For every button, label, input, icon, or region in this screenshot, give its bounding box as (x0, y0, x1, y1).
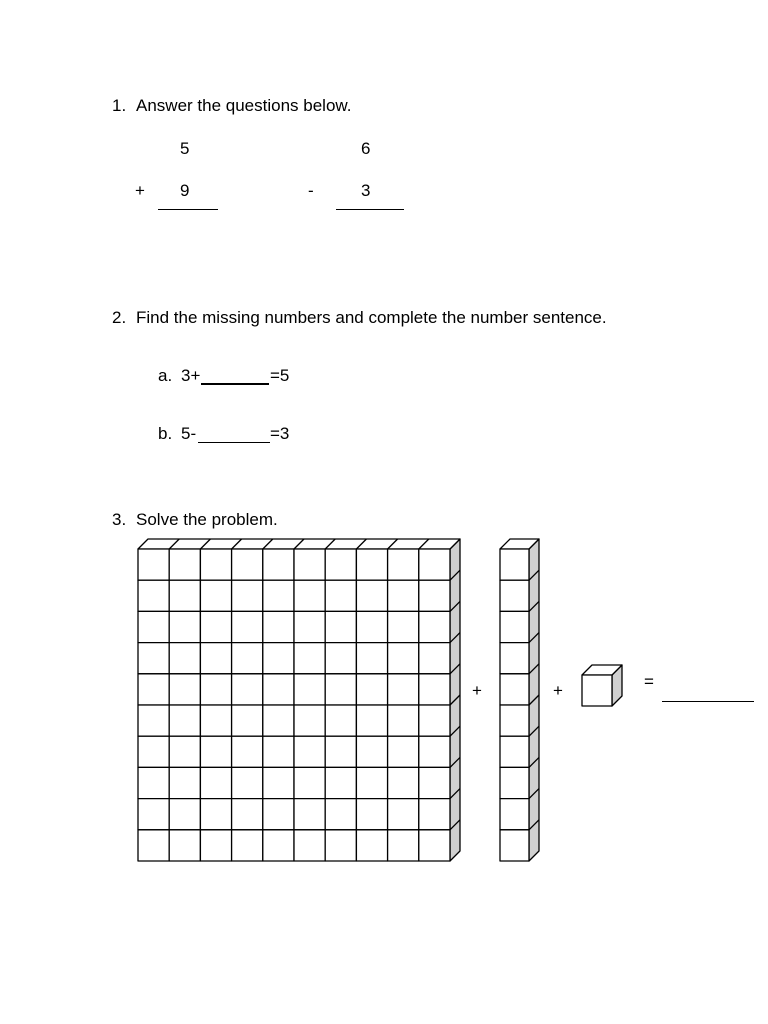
q1a-operator: + (135, 181, 145, 200)
flat-cube (325, 580, 356, 611)
q1a-bottom-number: 9 (180, 181, 190, 200)
q2-number: 2. (112, 308, 127, 327)
one-unit-cube (582, 665, 622, 706)
flat-cube (263, 674, 294, 705)
flat-cube (325, 549, 356, 580)
flat-cube (356, 830, 387, 861)
flat-cube (325, 705, 356, 736)
q1b-operator: - (308, 181, 314, 200)
flat-cube (388, 705, 419, 736)
flat-cube (388, 799, 419, 830)
flat-cube (419, 580, 450, 611)
flat-cube (232, 799, 263, 830)
flat-cube (138, 767, 169, 798)
flat-cube (138, 705, 169, 736)
flat-cube (263, 767, 294, 798)
flat-cube (294, 580, 325, 611)
rod-cube (500, 830, 529, 861)
flat-cube (419, 674, 450, 705)
flat-cube (200, 674, 231, 705)
flat-cube (325, 611, 356, 642)
flat-cube (419, 705, 450, 736)
q1a-top-number: 5 (180, 139, 190, 158)
flat-cube (294, 799, 325, 830)
q2a-label: a. (158, 366, 173, 385)
flat-cube (232, 674, 263, 705)
flat-cube (419, 799, 450, 830)
flat-cube (325, 830, 356, 861)
flat-cube (169, 767, 200, 798)
flat-cube (388, 767, 419, 798)
flat-cube (388, 580, 419, 611)
flat-cube (138, 799, 169, 830)
flat-cube (169, 611, 200, 642)
rod-cube (500, 580, 529, 611)
flat-cube (169, 705, 200, 736)
flat-cube (138, 736, 169, 767)
rod-cube (500, 674, 529, 705)
rod-cube (500, 736, 529, 767)
q1b-top-number: 6 (361, 139, 371, 158)
flat-cube (294, 736, 325, 767)
flat-cube (200, 799, 231, 830)
flat-cube (325, 799, 356, 830)
flat-cube (200, 643, 231, 674)
flat-cube (232, 830, 263, 861)
flat-cube (325, 643, 356, 674)
flat-cube (356, 549, 387, 580)
flat-cube (200, 549, 231, 580)
q3-plus-sign-2: + (553, 681, 563, 700)
flat-cube (263, 580, 294, 611)
flat-cube (294, 674, 325, 705)
flat-cube (388, 611, 419, 642)
flat-cube (356, 705, 387, 736)
flat-cube (200, 705, 231, 736)
rod-cube (500, 799, 529, 830)
flat-cube (138, 830, 169, 861)
flat-cube (294, 705, 325, 736)
flat-cube (263, 643, 294, 674)
q3-equals-sign: = (644, 672, 654, 691)
flat-cube (356, 674, 387, 705)
flat-cube (294, 643, 325, 674)
flat-cube (169, 643, 200, 674)
flat-cube (419, 830, 450, 861)
hundred-flat-block (138, 539, 460, 861)
ten-rod-block (500, 539, 539, 861)
q2b-right: =3 (270, 424, 290, 443)
flat-cube (138, 611, 169, 642)
flat-cube (419, 549, 450, 580)
q1b-bottom-number: 3 (361, 181, 371, 200)
q2b-left: 5- (181, 424, 197, 443)
flat-cube (263, 736, 294, 767)
flat-cube (356, 580, 387, 611)
flat-cube (200, 580, 231, 611)
flat-cube (138, 674, 169, 705)
flat-cube (356, 736, 387, 767)
flat-cube (356, 799, 387, 830)
flat-cube (388, 549, 419, 580)
q3-number: 3. (112, 510, 127, 529)
flat-cube (232, 549, 263, 580)
unit-cube (582, 675, 612, 706)
flat-cube (138, 643, 169, 674)
rod-cube (500, 611, 529, 642)
q2a-right: =5 (270, 366, 290, 385)
flat-cube (200, 767, 231, 798)
flat-cube (388, 674, 419, 705)
flat-cube (169, 799, 200, 830)
flat-cube (169, 830, 200, 861)
q2-prompt: Find the missing numbers and complete the number sentence. (136, 308, 607, 327)
q3-plus-sign-1: + (472, 681, 482, 700)
flat-cube (388, 830, 419, 861)
flat-cube (294, 830, 325, 861)
rod-cube (500, 549, 529, 580)
flat-cube (138, 580, 169, 611)
flat-cube (138, 549, 169, 580)
q2b-label: b. (158, 424, 173, 443)
flat-cube (356, 767, 387, 798)
flat-cube (200, 611, 231, 642)
q2a-left: 3+ (181, 366, 201, 385)
flat-cube (232, 580, 263, 611)
flat-cube (169, 674, 200, 705)
flat-cube (169, 580, 200, 611)
flat-cube (294, 611, 325, 642)
flat-cube (200, 736, 231, 767)
flat-cube (232, 643, 263, 674)
flat-cube (325, 767, 356, 798)
flat-cube (325, 674, 356, 705)
flat-cube (232, 611, 263, 642)
q3-prompt: Solve the problem. (136, 510, 278, 529)
flat-cube (200, 830, 231, 861)
flat-cube (232, 767, 263, 798)
q1-prompt: Answer the questions below. (136, 96, 352, 115)
rod-cube (500, 643, 529, 674)
flat-cube (388, 643, 419, 674)
rod-cube (500, 705, 529, 736)
flat-cube (294, 549, 325, 580)
q1-number: 1. (112, 96, 127, 115)
q3-answer-line[interactable] (662, 701, 754, 702)
flat-cube (169, 549, 200, 580)
flat-cube (263, 830, 294, 861)
flat-cube (356, 643, 387, 674)
flat-cube (325, 736, 356, 767)
flat-cube (419, 643, 450, 674)
flat-cube (263, 549, 294, 580)
flat-cube (263, 799, 294, 830)
flat-cube (232, 736, 263, 767)
flat-cube (263, 705, 294, 736)
flat-cube (419, 611, 450, 642)
flat-cube (356, 611, 387, 642)
flat-cube (388, 736, 419, 767)
flat-cube (263, 611, 294, 642)
rod-cube (500, 767, 529, 798)
flat-cube (294, 767, 325, 798)
flat-cube (232, 705, 263, 736)
flat-cube (169, 736, 200, 767)
flat-cube (419, 767, 450, 798)
flat-cube (419, 736, 450, 767)
